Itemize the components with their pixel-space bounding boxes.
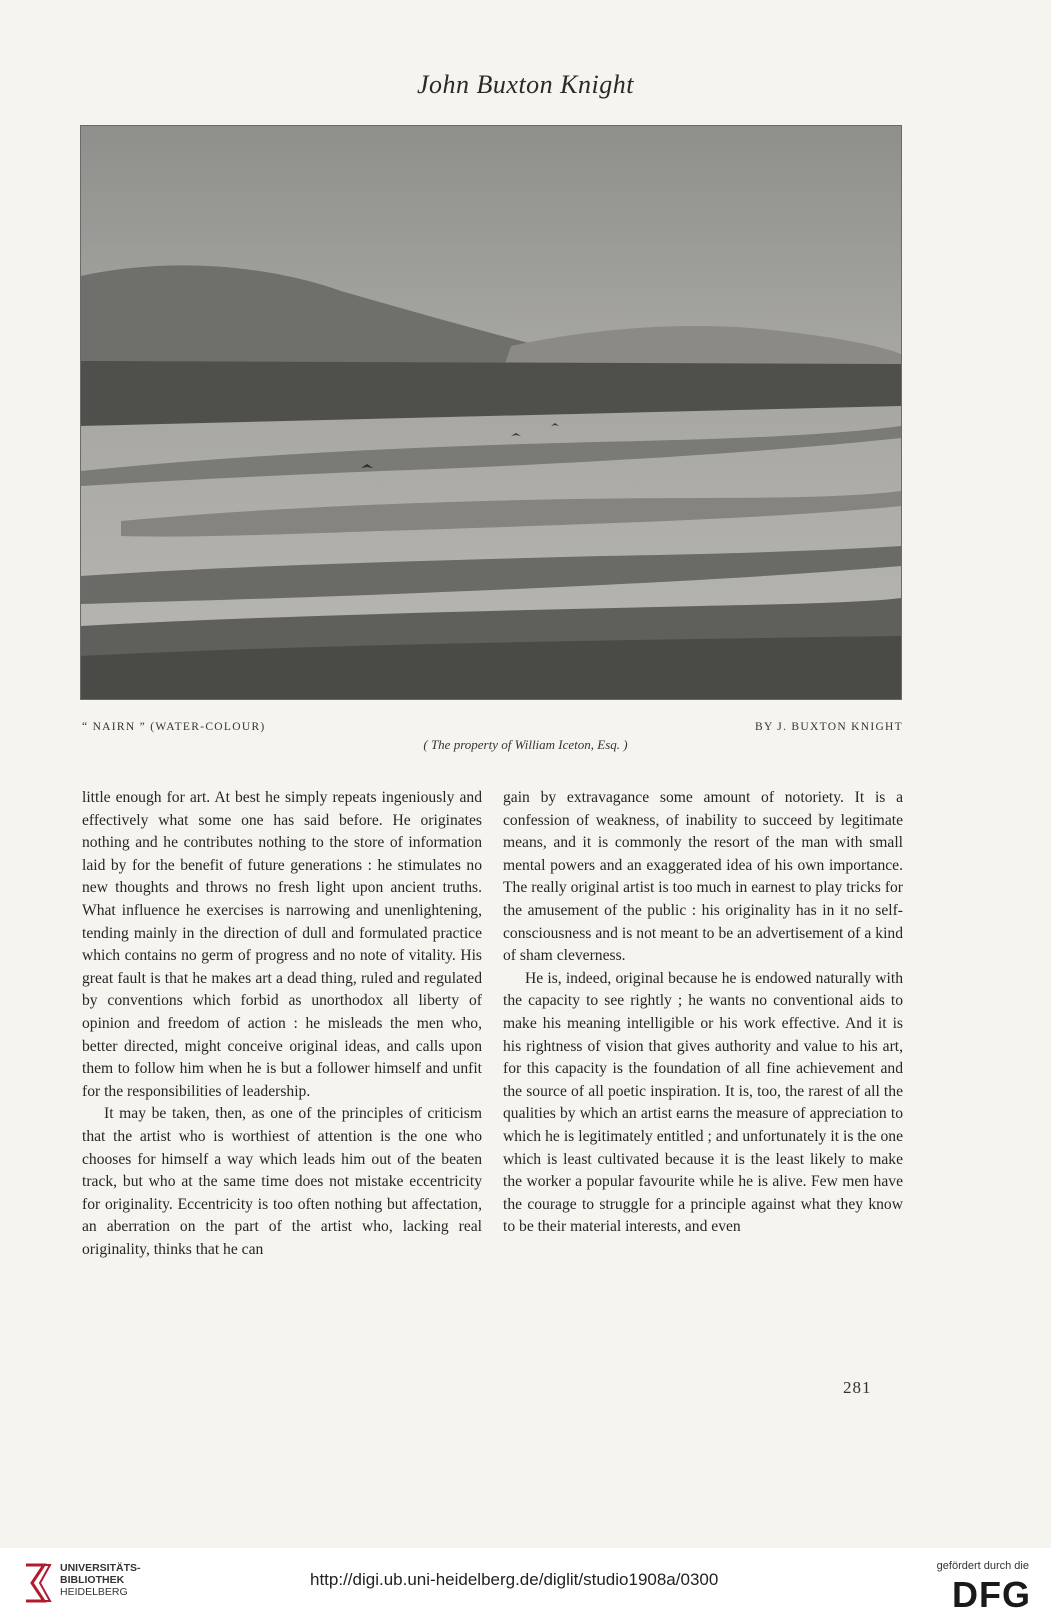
library-line-3: HEIDELBERG — [60, 1586, 128, 1598]
left-paragraph-2: It may be taken, then, as one of the principles of criticism that the artist who is worthiest of attention is the one who chooses for himself a way which leads him out of the beaten track, but who at the same time does not mistake eccentricity for originality. Eccentricity is too often nothing but affectation, an aberration on the part of the artist who, lacking real originality, thinks that he can — [82, 1105, 482, 1258]
left-paragraph-1: little enough for art. At best he simply repeats ingeniously and effectively what some one has said before. He originates nothing and he contributes nothing to the store of information laid by for the benefit of future generations : he stimulates no new thoughts and throws no fresh light upon ancient truths. What influence he exercises is narrowing and unenlightening, tending mainly in the direction of dull and formulated practice which contains no germ of progress and no note of vitality. His great fault is that he makes art a dead thing, ruled and regulated by conventions which forbid as unorthodox all liberty of opinion and freedom of action : he misleads the men who, better directed, might conceive original ideas, and calls upon them to follow him when he is but a follower himself and unfit for the responsibilities of leadership. — [82, 789, 482, 1100]
plate-caption-artist: BY J. BUXTON KNIGHT — [754, 721, 903, 733]
painting-plate — [80, 125, 902, 700]
dfg-logo: DFG — [952, 1574, 1031, 1615]
library-name — [60, 1562, 141, 1598]
library-line-1: UNIVERSITÄTS- — [60, 1562, 141, 1574]
right-paragraph-1: gain by extravagance some amount of notoriety. It is a confession of weakness, of inability to succeed by legitimate means, and it is commonly the resort of the man with small mental powers and an exaggerated idea of his own importance. The really original artist is too much in earnest to play tricks for the amusement of the public : his originality has in it no self-consciousness and is not meant to be an advertisement of a kind of sham cleverness. — [503, 789, 903, 965]
library-line-2: BIBLIOTHEK — [60, 1574, 125, 1586]
page-number: 281 — [843, 1378, 872, 1397]
right-paragraph-2: He is, indeed, original because he is endowed naturally with the capacity to see rightly ; he wants no conventional aids to make his meaning intelligible or his work effective. And it is his rightness of vision that gives authority and value to his art, for this capacity is the foundation of all fine achievement and the source of all poetic inspiration. It is, too, the rarest of all the qualities by which an artist earns the measure of appreciation to which he is legitimately entitled ; and unfortunately it is the one which is least cultivated because it is the least likely to make the worker a popular favourite while he is alive. Few men have the courage to struggle for a principle against what they know to be their material interests, and even — [503, 969, 903, 1236]
digitization-footer — [0, 1548, 1051, 1620]
landscape-illustration — [81, 126, 901, 699]
university-library-logo-icon — [22, 1559, 54, 1607]
right-column — [503, 787, 903, 1239]
plate-caption-owner: ( The property of William Iceton, Esq. ) — [423, 737, 628, 752]
running-head: John Buxton Knight — [417, 70, 634, 99]
funded-by-label: gefördert durch die — [936, 1560, 1029, 1572]
left-column — [82, 787, 482, 1261]
permalink-url[interactable]: http://digi.ub.uni-heidelberg.de/diglit/studio1908a/0300 — [310, 1570, 719, 1589]
plate-caption-title: “ NAIRN ” (WATER-COLOUR) — [82, 721, 266, 733]
